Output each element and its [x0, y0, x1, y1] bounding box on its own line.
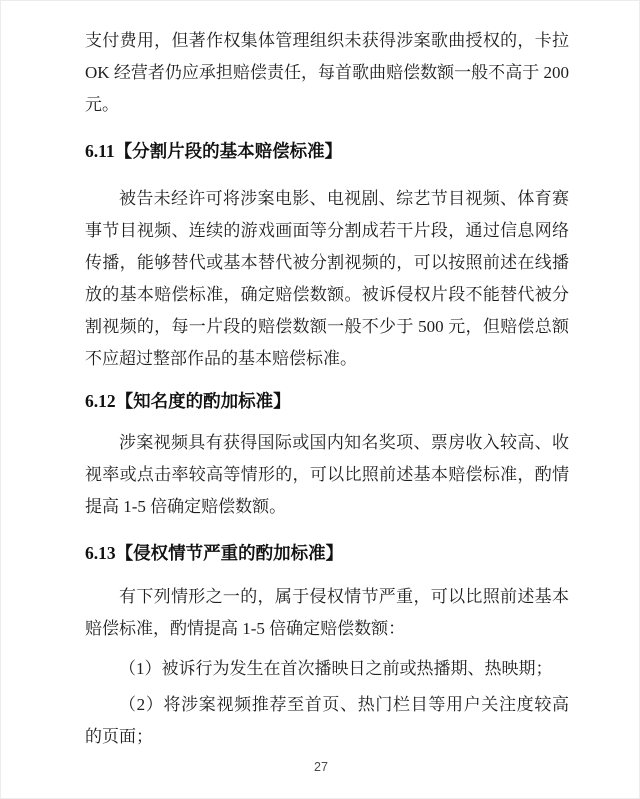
section-6-12-heading: 6.12【知名度的酌加标准】 — [85, 391, 291, 411]
section-6-13-item-2: （2）将涉案视频推荐至首页、热门栏目等用户关注度较高的页面； — [85, 695, 569, 746]
section-6-11-heading: 6.11【分割片段的基本赔偿标准】 — [85, 141, 343, 161]
section-6-13-item-1: （1）被诉行为发生在首次播映日之前或热播期、热映期； — [119, 659, 553, 678]
section-6-13-paragraph: 有下列情形之一的，属于侵权情节严重，可以比照前述基本赔偿标准，酌情提高 1-5 倍确定赔偿数额： — [85, 587, 569, 638]
document-body — [1, 1, 569, 753]
section-6-12-paragraph: 涉案视频具有获得国际或国内知名奖项、票房收入较高、收视率或点击率较高等情形的，可以比照前述基本赔偿标准，酌情提高 1-5 倍确定赔偿数额。 — [85, 433, 569, 516]
page-number: 27 — [314, 760, 328, 774]
section-6-11-paragraph: 被告未经许可将涉案电影、电视剧、综艺节目视频、体育赛事节目视频、连续的游戏画面等分割成若干片段，通过信息网络传播，能够替代或基本替代被分割视频的，可以按照前述在线播放的基本赔偿标准，确定赔偿数额。被诉侵权片段不能替代被分割视频的，每一片段的赔偿数额一般不少于 500 元，但赔偿总额不应超过整部作品的基本赔偿标准。 — [85, 189, 569, 368]
intro-paragraph: 支付费用，但著作权集体管理组织未获得涉案歌曲授权的，卡拉OK 经营者仍应承担赔偿责任，每首歌曲赔偿数额一般不高于 200 元。 — [85, 31, 569, 114]
section-6-13-heading: 6.13【侵权情节严重的酌加标准】 — [85, 543, 344, 563]
